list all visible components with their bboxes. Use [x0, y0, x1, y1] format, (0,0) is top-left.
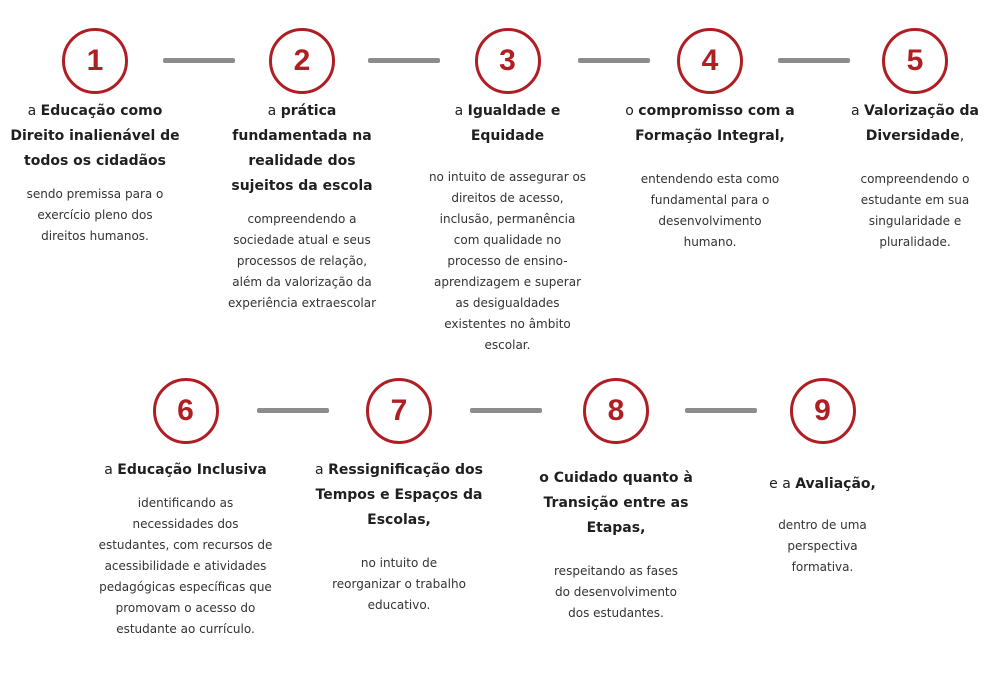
step-8 [530, 378, 702, 624]
step-title [530, 466, 702, 541]
step-title: e a Avaliação, [769, 476, 876, 492]
step-4 [625, 28, 795, 253]
step-title: a Igualdade e Equidade [454, 103, 561, 144]
step-title-main: Educação como Direito inalienável de todos os cidadãos [10, 103, 180, 169]
step-number-circle: 2 [269, 28, 335, 94]
step-3 [425, 28, 590, 356]
step-title-main: prática fundamentada na realidade dos sujeitos da escola [231, 103, 373, 194]
step-title-main: Avaliação, [795, 476, 876, 492]
step-title: a Educação Inclusiva [104, 462, 267, 478]
step-description: no intuito de assegurar os direitos de acesso, inclusão, permanência com qualidade no processo de ensino-aprendizagem e superar as desigualdades existentes no âmbito escolar. [428, 170, 587, 352]
step-number-circle: 5 [882, 28, 948, 94]
step-title-main: compromisso com a Formação Integral, [635, 103, 795, 144]
step-title-main: Valorização da Diversidade [864, 103, 979, 144]
step-title: o compromisso com a Formação Integral, [625, 103, 795, 144]
step-1 [10, 28, 180, 247]
step-number-circle: 4 [677, 28, 743, 94]
step-description: compreendendo a sociedade atual e seus processos de relação, além da valorização da experiência extraescolar [227, 212, 377, 310]
step-title: a Valorização da Diversidade, [851, 103, 979, 144]
step-description: identificando as necessidades dos estudantes, com recursos de acessibilidade e atividades pedagógicas específicas que promovam o acesso do estudante ao currículo. [98, 496, 273, 636]
step-number-circle: 8 [583, 378, 649, 444]
step-description: entendendo esta como fundamental para o desenvolvimento humano. [640, 172, 780, 249]
step-number-circle: 7 [366, 378, 432, 444]
step-7 [310, 378, 488, 616]
step-number-circle: 3 [475, 28, 541, 94]
step-number-circle: 6 [153, 378, 219, 444]
step-description: sendo premissa para o exercício pleno dos direitos humanos. [26, 187, 164, 243]
step-description: respeitando as fases do desenvolvimento dos estudantes. [554, 564, 678, 620]
step-title: a Educação como Direito inalienável de todos os cidadãos [10, 103, 180, 169]
step-title: a prática fundamentada na realidade dos sujeitos da escola [231, 103, 373, 194]
step-description: dentro de uma perspectiva formativa. [778, 518, 867, 574]
step-title-main: Ressignificação dos Tempos e Espaços da Escolas, [315, 462, 483, 528]
step-number-circle: 1 [62, 28, 128, 94]
step-description: compreendendo o estudante em sua singularidade e pluralidade. [860, 172, 970, 249]
step-number-circle: 9 [790, 378, 856, 444]
step-title-main: o Cuidado quanto à Transição entre as Etapas, [539, 470, 693, 536]
step-title: a Ressignificação dos Tempos e Espaços da Escolas, [315, 462, 483, 528]
step-6 [98, 378, 273, 640]
step-title-main: Igualdade e Equidade [467, 103, 561, 144]
step-title-main: Educação Inclusiva [117, 462, 267, 478]
step-2 [222, 28, 382, 314]
step-5 [840, 28, 990, 253]
step-9 [745, 378, 900, 578]
step-description: no intuito de reorganizar o trabalho educativo. [332, 556, 466, 612]
